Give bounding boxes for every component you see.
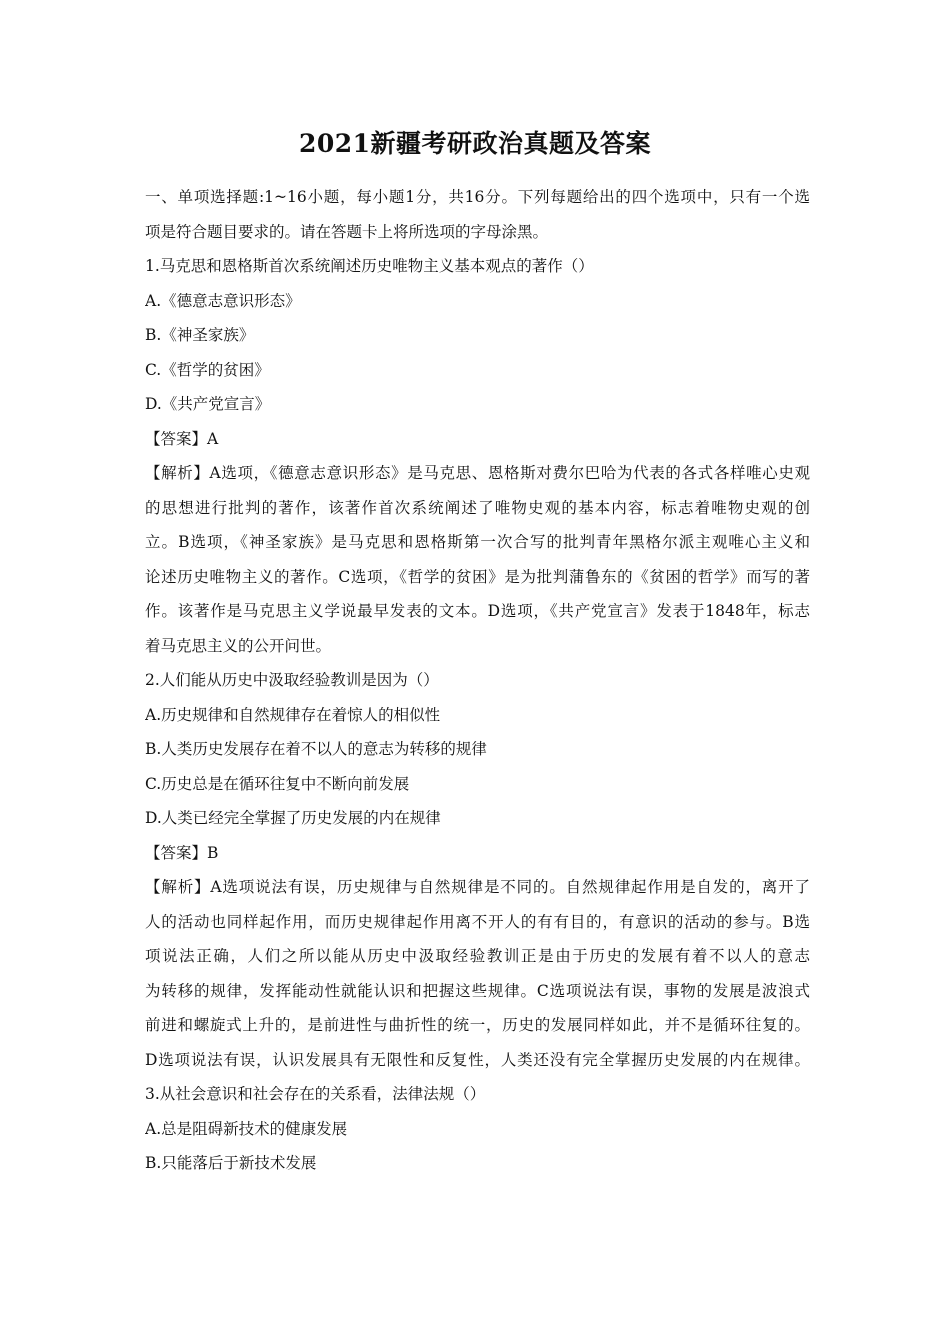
text-line: 作。该著作是马克思主义学说最早发表的文本。D选项，《共产党宣言》发表于1848年，标志 <box>145 602 810 620</box>
text-line: 3.从社会意识和社会存在的关系看，法律法规（） <box>145 1085 486 1103</box>
document-body <box>145 180 810 1181</box>
text-line: A.历史规律和自然规律存在着惊人的相似性 <box>145 705 441 724</box>
text-line: D.人类已经完全掌握了历史发展的内在规律 <box>145 809 441 827</box>
text-line: 1.马克思和恩格斯首次系统阐述历史唯物主义基本观点的著作（） <box>145 257 594 275</box>
text-line: B.只能落后于新技术发展 <box>145 1154 317 1172</box>
text-line: 【解析】A选项说法有误，历史规律与自然规律是不同的。自然规律起作用是自发的，离开了 <box>145 878 810 896</box>
page-title: 2021新疆考研政治真题及答案 <box>298 129 652 158</box>
text-line: C.历史总是在循环往复中不断向前发展 <box>145 774 410 793</box>
text-line: 2.人们能从历史中汲取经验教训是因为（） <box>145 671 439 689</box>
text-line: B.人类历史发展存在着不以人的意志为转移的规律 <box>145 740 487 758</box>
text-line: 论述历史唯物主义的著作。C选项，《哲学的贫困》是为批判蒲鲁东的《贫困的哲学》而写的著 <box>145 567 810 586</box>
text-line: A.总是阻碍新技术的健康发展 <box>145 1119 348 1138</box>
text-line: 一、单项选择题:1~16小题，每小题1分，共16分。下列每题给出的四个选项中，只有一个选 <box>145 188 810 206</box>
text-line: 着马克思主义的公开问世。 <box>145 636 332 655</box>
text-line: A.《德意志意识形态》 <box>145 291 301 310</box>
text-line: 为转移的规律，发挥能动性就能认识和把握这些规律。C选项说法有误，事物的发展是波浪式 <box>145 981 810 1000</box>
text-line: D选项说法有误，认识发展具有无限性和反复性，人类还没有完全掌握历史发展的内在规律。 <box>145 1050 810 1069</box>
text-line: 【答案】A <box>145 429 219 448</box>
text-line: 人的活动也同样起作用，而历史规律起作用离不开人的有有目的，有意识的活动的参与。B选 <box>145 912 810 931</box>
text-line: 【答案】B <box>145 843 219 862</box>
text-line: 项是符合题目要求的。请在答题卡上将所选项的字母涂黑。 <box>145 222 549 241</box>
text-line: 项说法正确，人们之所以能从历史中汲取经验教训正是由于历史的发展有着不以人的意志 <box>145 947 810 965</box>
text-line: 【解析】A选项，《德意志意识形态》是马克思、恩格斯对费尔巴哈为代表的各式各样唯心史观 <box>145 464 810 482</box>
text-line: D.《共产党宣言》 <box>145 395 271 413</box>
text-line: C.《哲学的贫困》 <box>145 360 270 379</box>
text-line: 立。B选项，《神圣家族》是马克思和恩格斯第一次合写的批判青年黑格尔派主观唯心主义和 <box>145 533 810 551</box>
text-line: 的思想进行批判的著作，该著作首次系统阐述了唯物史观的基本内容，标志着唯物史观的创 <box>145 498 810 517</box>
text-line: 前进和螺旋式上升的，是前进性与曲折性的统一，历史的发展同样如此，并不是循环往复的。 <box>145 1016 810 1034</box>
text-line: B.《神圣家族》 <box>145 326 255 344</box>
